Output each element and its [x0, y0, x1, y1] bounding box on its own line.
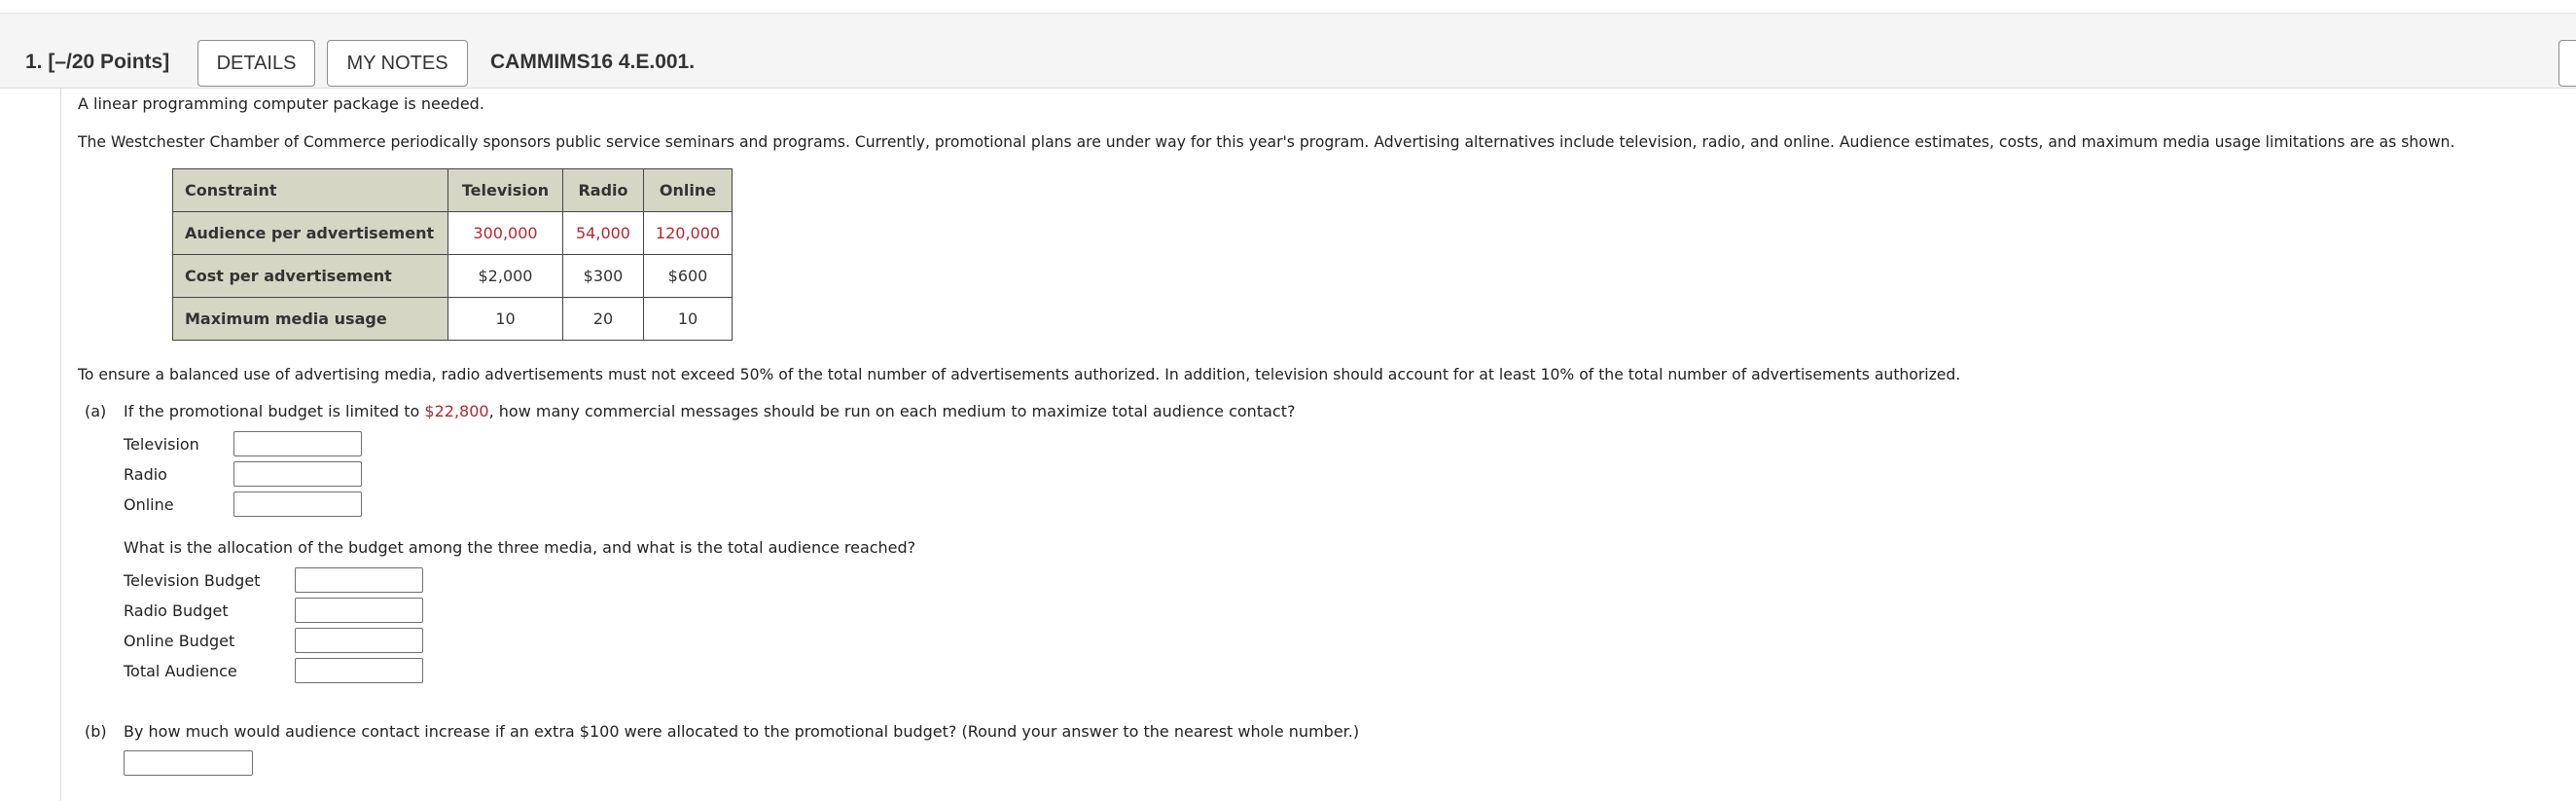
total-audience-label: Total Audience	[124, 662, 237, 680]
constraint-text: To ensure a balanced use of advertising media, radio advertisements must not exceed 50% of the total number of advertisements authorized. In addition, television should account for at least 10% of the total number of advertisements authorized.	[78, 366, 1961, 383]
media-table	[172, 168, 733, 341]
question-number-points: 1. [–/20 Points]	[25, 51, 170, 73]
online-label: Online	[124, 495, 174, 514]
intro-line-1: A linear programming computer package is needed.	[78, 94, 484, 113]
cell-audience-television: 300,000	[448, 212, 563, 255]
radio-budget-label: Radio Budget	[124, 601, 229, 620]
cell-audience-radio: 54,000	[563, 212, 644, 255]
table-header-radio: Radio	[563, 169, 644, 212]
table-header-row	[173, 169, 733, 212]
radio-label: Radio	[124, 465, 167, 484]
table-row	[173, 255, 733, 298]
details-button[interactable]: DETAILS	[197, 40, 315, 87]
table-row	[173, 298, 733, 341]
television-label: Television	[124, 435, 199, 454]
part-b-question: By how much would audience contact increase if an extra $100 were allocated to the promotional budget? (Round your answer to the nearest whole number.)	[124, 722, 1360, 741]
cell-cost-online: $600	[644, 255, 733, 298]
radio-input[interactable]	[233, 461, 362, 487]
television-input[interactable]	[233, 431, 362, 456]
cell-cost-radio: $300	[563, 255, 644, 298]
table-row	[173, 212, 733, 255]
budget-amount: $22,800	[424, 402, 489, 420]
table-header-constraint: Constraint	[173, 169, 448, 212]
table-header-online: Online	[644, 169, 733, 212]
intro-line-2: The Westchester Chamber of Commerce periodically sponsors public service seminars and programs. Currently, promotional plans are under way for this year's program. Advertising alternatives include television, radio, and online. Audience estimates, costs, and maximum media usage limitations are as shown.	[78, 133, 2455, 151]
question-header	[0, 14, 2576, 89]
row-label-cost: Cost per advertisement	[173, 255, 448, 298]
online-input[interactable]	[233, 492, 362, 517]
cell-cost-television: $2,000	[448, 255, 563, 298]
audience-increase-input[interactable]	[124, 750, 253, 776]
part-a-tag: (a)	[85, 402, 107, 420]
cell-max-television: 10	[448, 298, 563, 341]
radio-budget-input[interactable]	[295, 598, 423, 623]
row-label-max-usage: Maximum media usage	[173, 298, 448, 341]
row-label-audience: Audience per advertisement	[173, 212, 448, 255]
allocation-question: What is the allocation of the budget among the three media, and what is the total audience reached?	[124, 538, 916, 557]
tv-budget-input[interactable]	[295, 567, 423, 593]
cell-max-radio: 20	[563, 298, 644, 341]
online-budget-label: Online Budget	[124, 632, 235, 650]
header-right-button[interactable]	[2558, 40, 2576, 87]
cell-audience-online: 120,000	[644, 212, 733, 255]
online-budget-input[interactable]	[295, 628, 423, 653]
my-notes-button[interactable]: MY NOTES	[327, 40, 468, 87]
part-a-question: If the promotional budget is limited to $22,800, how many commercial messages should be run on each medium to maximize total audience contact?	[124, 402, 1296, 420]
cell-max-online: 10	[644, 298, 733, 341]
question-id: CAMMIMS16 4.E.001.	[490, 51, 696, 73]
tv-budget-label: Television Budget	[124, 571, 261, 590]
table-header-television: Television	[448, 169, 563, 212]
total-audience-input[interactable]	[295, 658, 423, 683]
part-b-tag: (b)	[85, 722, 107, 741]
left-content-rule	[60, 88, 61, 801]
